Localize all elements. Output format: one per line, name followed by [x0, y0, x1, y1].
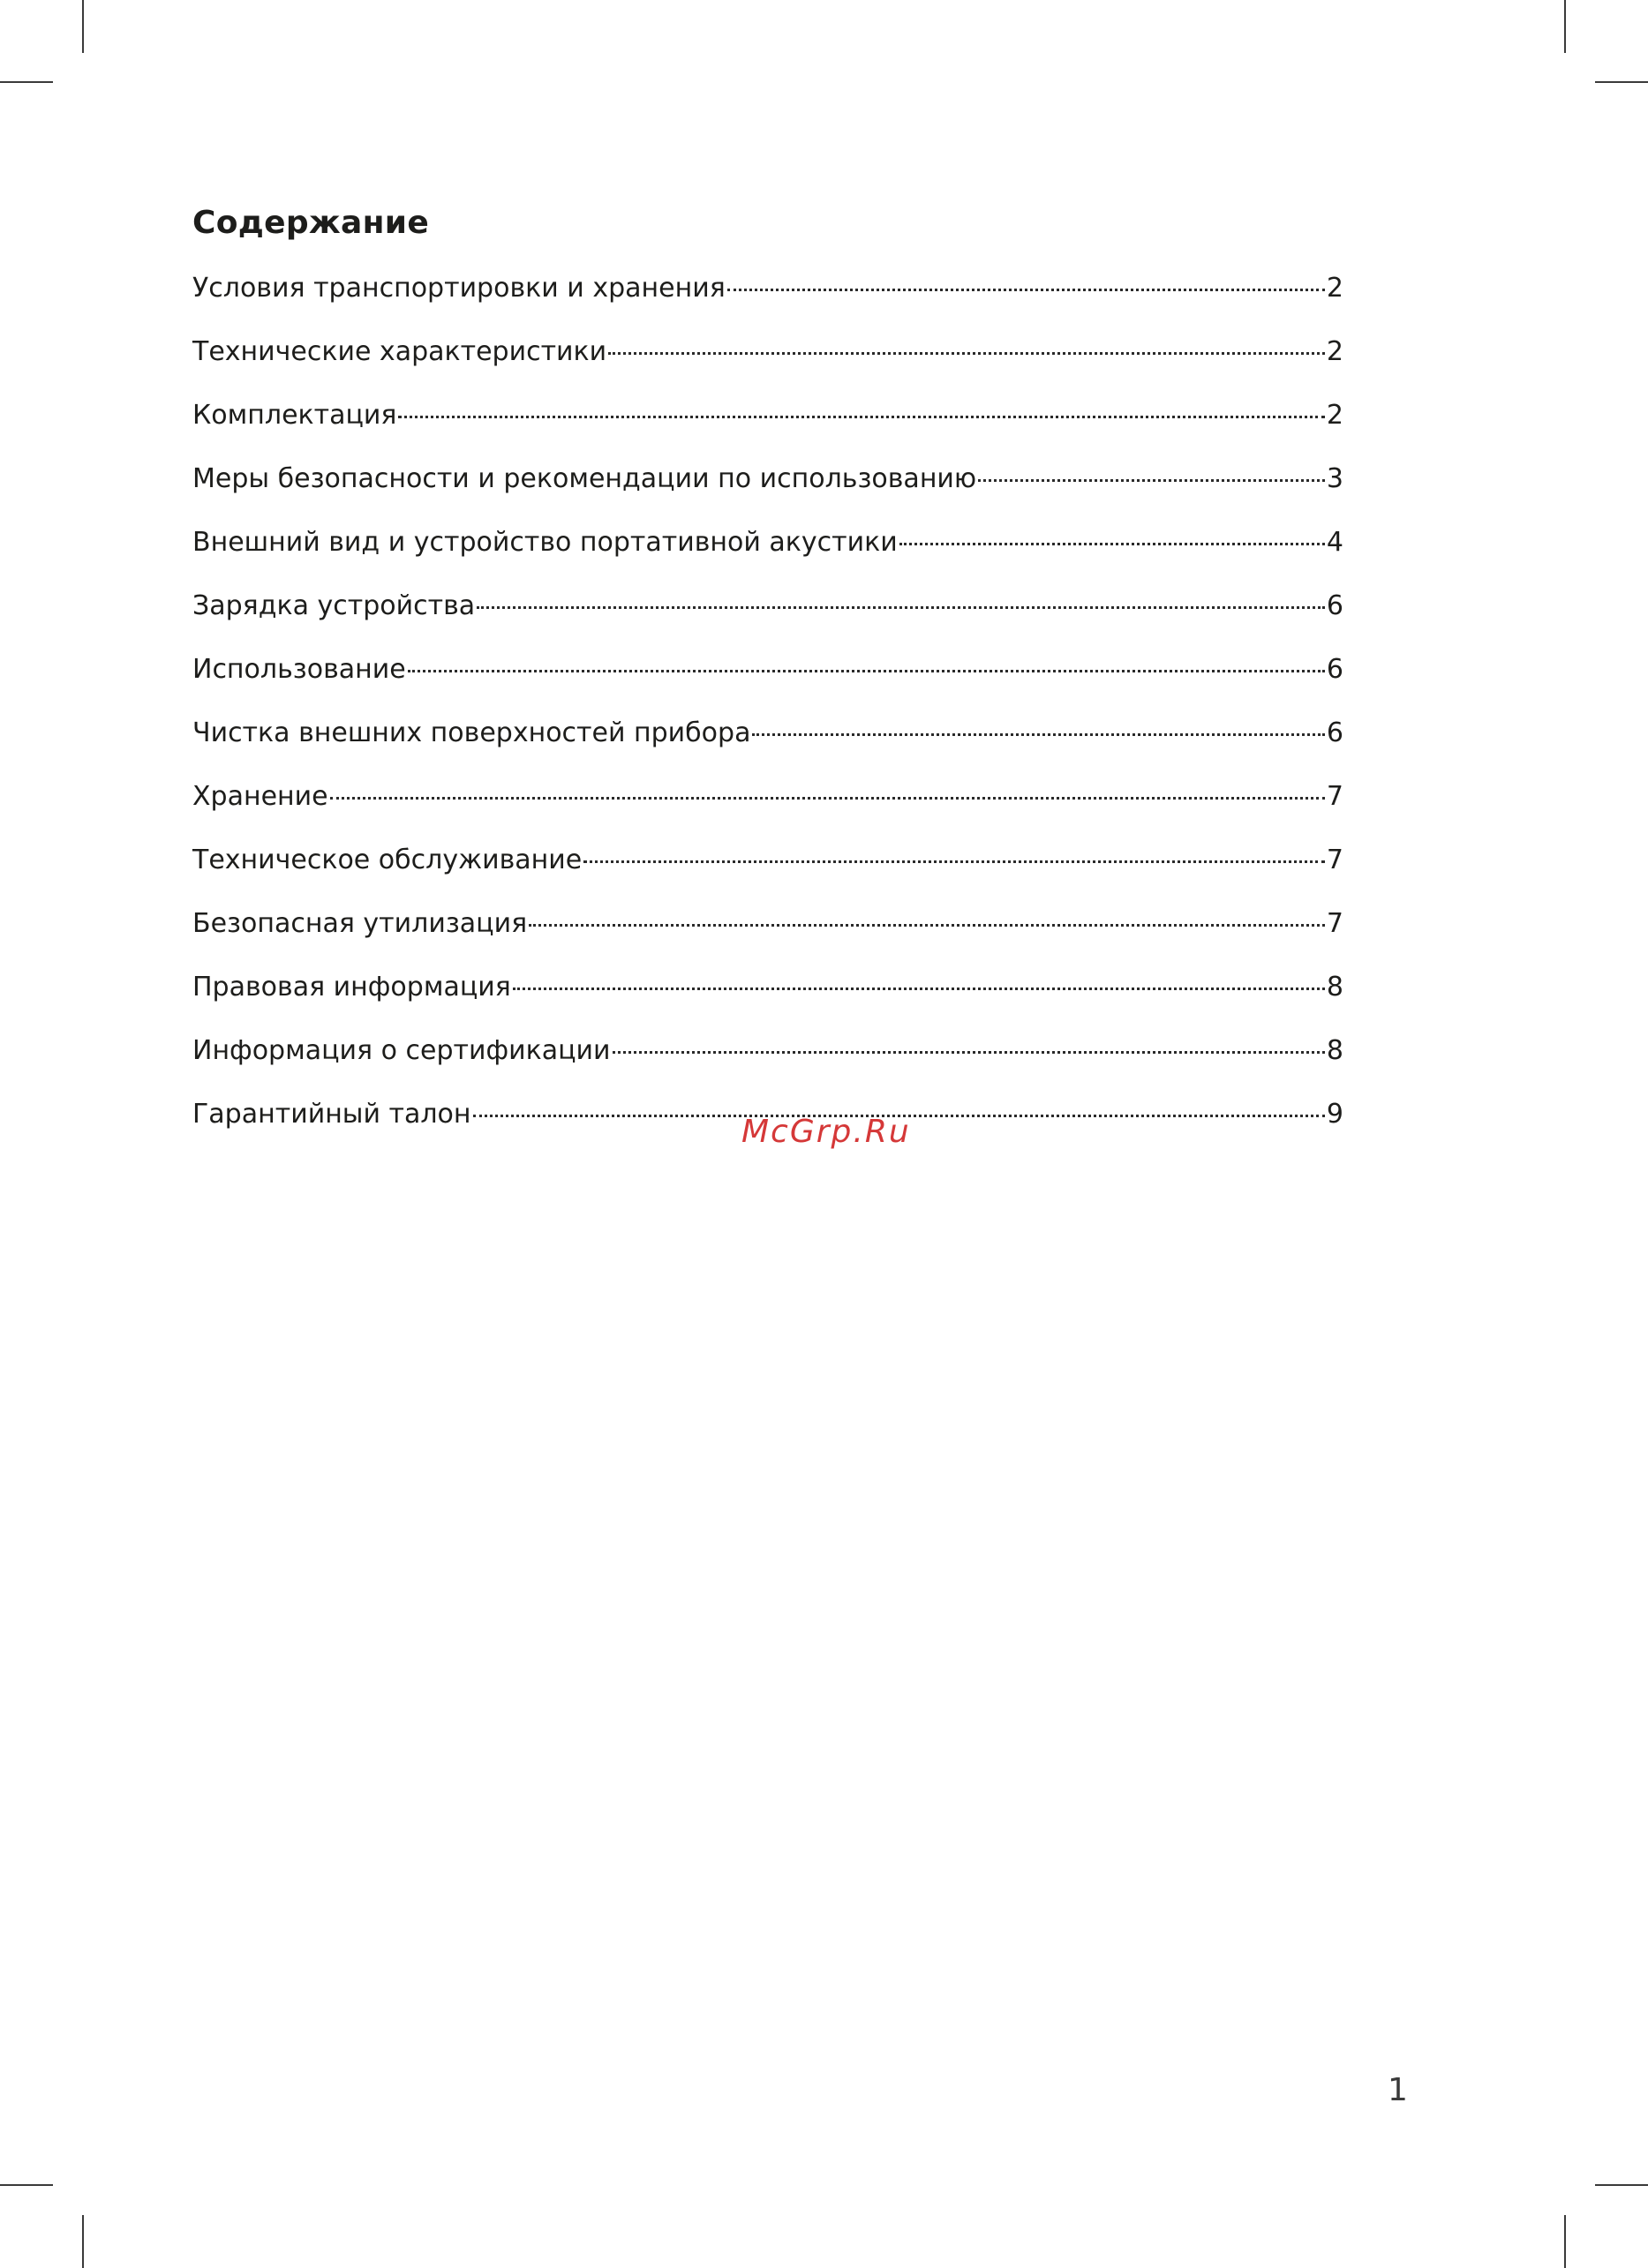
toc-entry[interactable] [192, 333, 1343, 396]
toc-entry[interactable] [192, 841, 1343, 905]
toc-entry-label: Комплектация [192, 400, 397, 431]
toc-entry-label: Правовая информация [192, 972, 511, 1003]
toc-entry[interactable] [192, 460, 1343, 523]
toc-dot-leader [513, 988, 1325, 990]
toc-entry-label: Технические характеристики [192, 336, 607, 367]
toc-entry-label: Безопасная утилизация [192, 908, 528, 939]
toc-entry[interactable] [192, 1032, 1343, 1095]
toc-entry-page: 6 [1326, 654, 1343, 685]
toc-entry-page: 9 [1326, 1099, 1343, 1130]
toc-entry-page: 8 [1326, 972, 1343, 1003]
page-title: Содержание [192, 205, 430, 241]
toc-entry[interactable] [192, 650, 1343, 714]
toc-entry[interactable] [192, 396, 1343, 460]
toc-entry-page: 2 [1326, 400, 1343, 431]
toc-entry-label: Условия транспортировки и хранения [192, 273, 726, 304]
crop-mark-top-left-vertical [82, 0, 84, 53]
toc-entry-label: Информация о сертификации [192, 1035, 611, 1066]
toc-entry-label: Гарантийный талон [192, 1099, 471, 1130]
table-of-contents [192, 269, 1343, 1159]
crop-mark-bottom-left-vertical [82, 2215, 84, 2268]
toc-dot-leader [477, 606, 1325, 609]
toc-entry-page: 4 [1326, 527, 1343, 558]
toc-dot-leader [978, 479, 1325, 482]
toc-dot-leader [608, 352, 1325, 355]
toc-dot-leader [727, 289, 1325, 291]
toc-entry-page: 3 [1326, 463, 1343, 494]
toc-entry-page: 6 [1326, 590, 1343, 621]
toc-entry-page: 7 [1326, 781, 1343, 812]
toc-entry-label: Внешний вид и устройство портативной акустики [192, 527, 898, 558]
toc-dot-leader [529, 924, 1325, 927]
toc-entry[interactable] [192, 714, 1343, 777]
toc-dot-leader [613, 1051, 1325, 1054]
crop-mark-top-left-horizontal [0, 81, 53, 83]
toc-entry[interactable] [192, 777, 1343, 841]
watermark: McGrp.Ru [741, 1114, 911, 1150]
toc-dot-leader [583, 860, 1325, 863]
crop-mark-bottom-left-horizontal [0, 2184, 53, 2186]
toc-entry-label: Меры безопасности и рекомендации по использованию [192, 463, 977, 494]
toc-dot-leader [899, 543, 1325, 545]
toc-entry[interactable] [192, 968, 1343, 1032]
toc-entry-label: Техническое обслуживание [192, 845, 583, 875]
toc-entry[interactable] [192, 905, 1343, 968]
toc-dot-leader [398, 416, 1324, 418]
toc-dot-leader [408, 670, 1325, 672]
toc-entry-label: Чистка внешних поверхностей прибора [192, 717, 751, 748]
toc-entry-page: 7 [1326, 845, 1343, 875]
toc-entry-page: 8 [1326, 1035, 1343, 1066]
crop-mark-bottom-right-vertical [1564, 2215, 1566, 2268]
toc-entry[interactable] [192, 587, 1343, 650]
toc-entry[interactable] [192, 269, 1343, 333]
toc-entry-label: Хранение [192, 781, 328, 812]
toc-dot-leader [752, 733, 1324, 736]
page-number: 1 [1388, 2072, 1408, 2108]
toc-entry[interactable] [192, 523, 1343, 587]
crop-mark-top-right-horizontal [1595, 81, 1648, 83]
toc-entry-page: 2 [1326, 273, 1343, 304]
toc-entry-page: 7 [1326, 908, 1343, 939]
toc-dot-leader [330, 797, 1325, 800]
toc-entry-label: Зарядка устройства [192, 590, 476, 621]
crop-mark-bottom-right-horizontal [1595, 2184, 1648, 2186]
toc-entry-page: 6 [1326, 717, 1343, 748]
toc-entry-label: Использование [192, 654, 406, 685]
crop-mark-top-right-vertical [1564, 0, 1566, 53]
toc-entry-page: 2 [1326, 336, 1343, 367]
